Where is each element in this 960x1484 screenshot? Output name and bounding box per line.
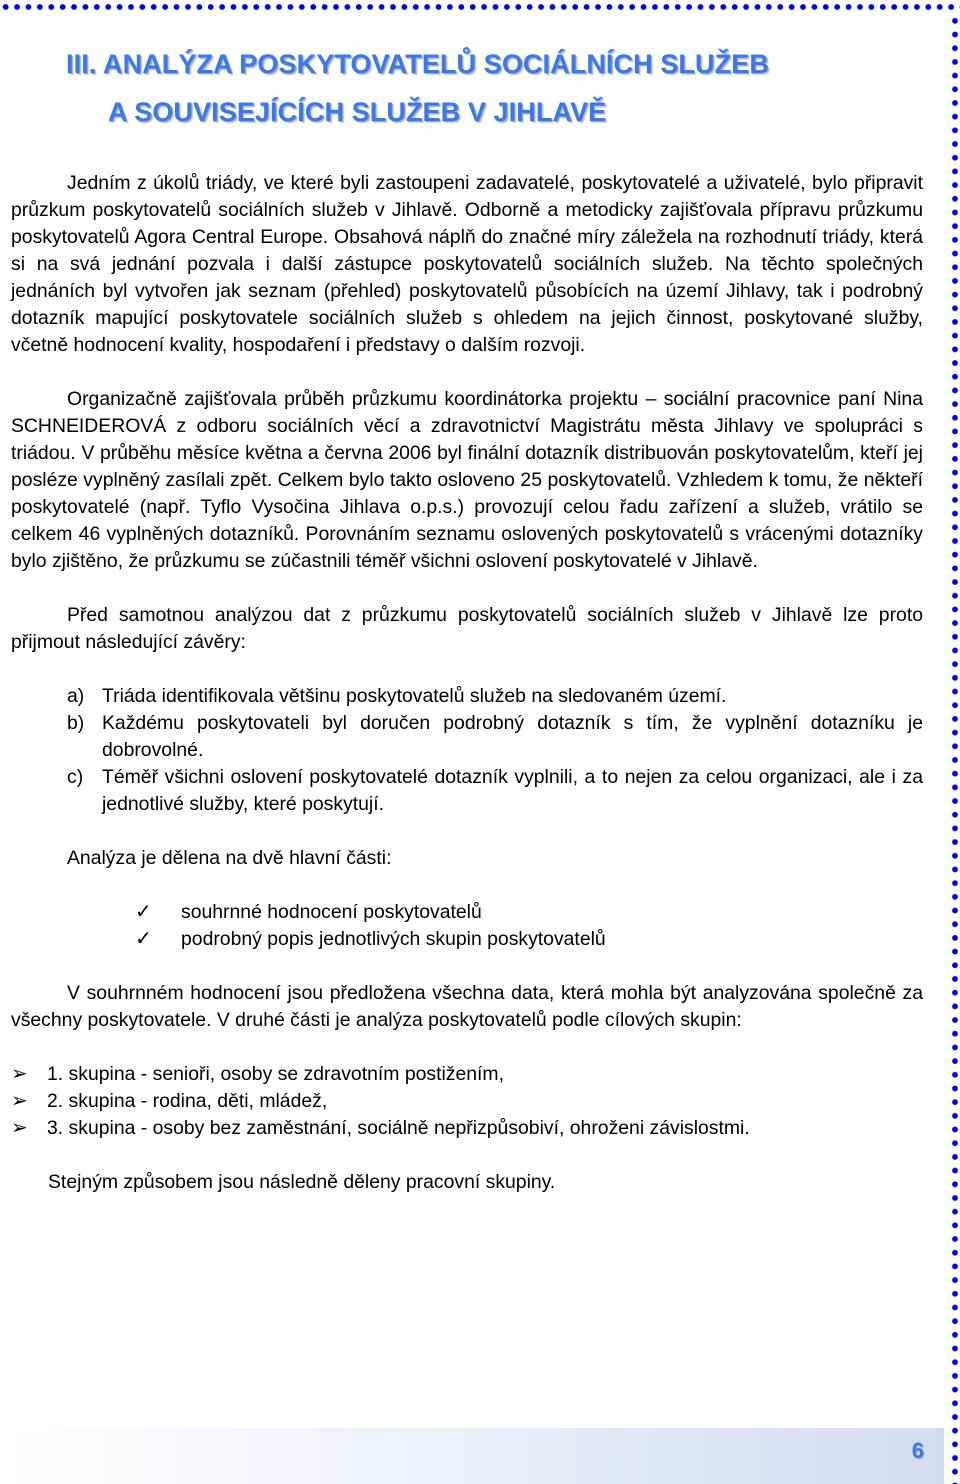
list-item-text: Každému poskytovateli byl doručen podrobný dotazník s tím, že vyplnění dotazníku je dobrovolné. [102, 712, 923, 761]
list-marker: c) [67, 766, 84, 788]
chapter-title-line-2: A SOUVISEJÍCÍCH SLUŽEB V JIHLAVĚ [108, 97, 607, 127]
list-item [11, 1061, 923, 1088]
paragraph-conclusions-intro: Před samotnou analýzou dat z průzkumu poskytovatelů sociálních služeb v Jihlavě lze proto přijmout následující závěry: [11, 604, 923, 653]
list-item [11, 899, 923, 926]
list-item-text: podrobný popis jednotlivých skupin poskytovatelů [181, 928, 606, 950]
list-item [11, 710, 923, 764]
list-item-text: 3. skupina - osoby bez zaměstnání, sociálně nepřizpůsobiví, ohroženi závislostmi. [47, 1117, 750, 1139]
list-item-text: 1. skupina - senioři, osoby se zdravotním postižením, [47, 1063, 504, 1085]
checkmark-icon: ✓ [135, 901, 152, 923]
list-item [11, 683, 923, 710]
conclusions-list [11, 683, 923, 818]
paragraph-survey-organization: Organizačně zajišťovala průběh průzkumu koordinátorka projektu – sociální pracovnice paní Nina SCHNEIDEROVÁ z odboru sociálních věcí a zdravotnictví Magistrátu města Jihlavy ve spolupráci s triádou. V průběhu měsíce května a června 2006 byl finální dotazník distribuován poskytovatelům, kteří jej posléze vyplněný zasílali zpět. Celkem bylo takto osloveno 25 poskytovatelů. Vzhledem k tomu, že někteří poskytovatelé (např. Tyflo Vysočina Jihlava o.p.s.) provozují celou řadu zařízení a služeb, vrátilo se celkem 46 vyplněných dotazníků. Porovnáním seznamu oslovených poskytovatelů s vrácenými dotazníky bylo zjištěno, že průzkumu se zúčastnili téměř všichni oslovení poskytovatelé v Jihlavě. [11, 388, 923, 572]
list-item-text: Triáda identifikovala většinu poskytovatelů služeb na sledovaném území. [102, 685, 727, 707]
arrow-bullet-icon: ➢ [11, 1117, 28, 1139]
list-item [11, 926, 923, 953]
checkmark-icon: ✓ [135, 928, 152, 950]
list-item-text: 2. skupina - rodina, děti, mládež, [47, 1090, 328, 1112]
list-item-text: Téměř všichni oslovení poskytovatelé dotazník vyplnili, a to nejen za celou organizaci, ale i za jednotlivé služby, které poskytují. [102, 766, 923, 815]
list-item [11, 1115, 923, 1142]
list-marker: a) [67, 685, 85, 707]
paragraph-working-groups: Stejným způsobem jsou následně děleny pracovní skupiny. [48, 1171, 556, 1193]
footer-gradient-band [0, 1428, 944, 1484]
page-number: 6 [911, 1438, 924, 1463]
paragraph-survey-intro: Jedním z úkolů triády, ve které byli zastoupeni zadavatelé, poskytovatelé a uživatelé, bylo připravit průzkum poskytovatelů sociálních služeb v Jihlavě. Odborně a metodicky zajišťovala přípravu průzkumu poskytovatelů Agora Central Europe. Obsahová náplň do značné míry záležela na rozhodnutí triády, která si na svá jednání pozvala i další zástupce poskytovatelů sociálních služeb. Na těchto společných jednáních byl vytvořen jak seznam (přehled) poskytovatelů působících na území Jihlavy, tak i podrobný dotazník mapující poskytovatele sociálních služeb s ohledem na jejich činnost, poskytované služby, včetně hodnocení kvality, hospodaření i představy o dalším rozvoji. [11, 172, 923, 356]
arrow-bullet-icon: ➢ [11, 1063, 28, 1085]
document-body [11, 170, 923, 1196]
decorative-dot-border-top [0, 0, 960, 16]
arrow-bullet-icon: ➢ [11, 1090, 28, 1112]
list-item-text: souhrnné hodnocení poskytovatelů [181, 901, 482, 923]
chapter-title [66, 40, 926, 136]
paragraph-summary-evaluation: V souhrnném hodnocení jsou předložena všechna data, která mohla být analyzována společně za všechny poskytovatele. V druhé části je analýza poskytovatelů podle cílových skupin: [11, 982, 923, 1031]
decorative-dot-border-right [944, 14, 960, 1484]
list-marker: b) [67, 712, 85, 734]
list-item [11, 764, 923, 818]
target-groups-list [11, 1061, 923, 1142]
paragraph-analysis-parts: Analýza je dělena na dvě hlavní části: [67, 847, 392, 869]
analysis-parts-list [11, 899, 923, 953]
chapter-title-line-1: III. ANALÝZA POSKYTOVATELŮ SOCIÁLNÍCH SLUŽEB [66, 49, 769, 79]
list-item [11, 1088, 923, 1115]
